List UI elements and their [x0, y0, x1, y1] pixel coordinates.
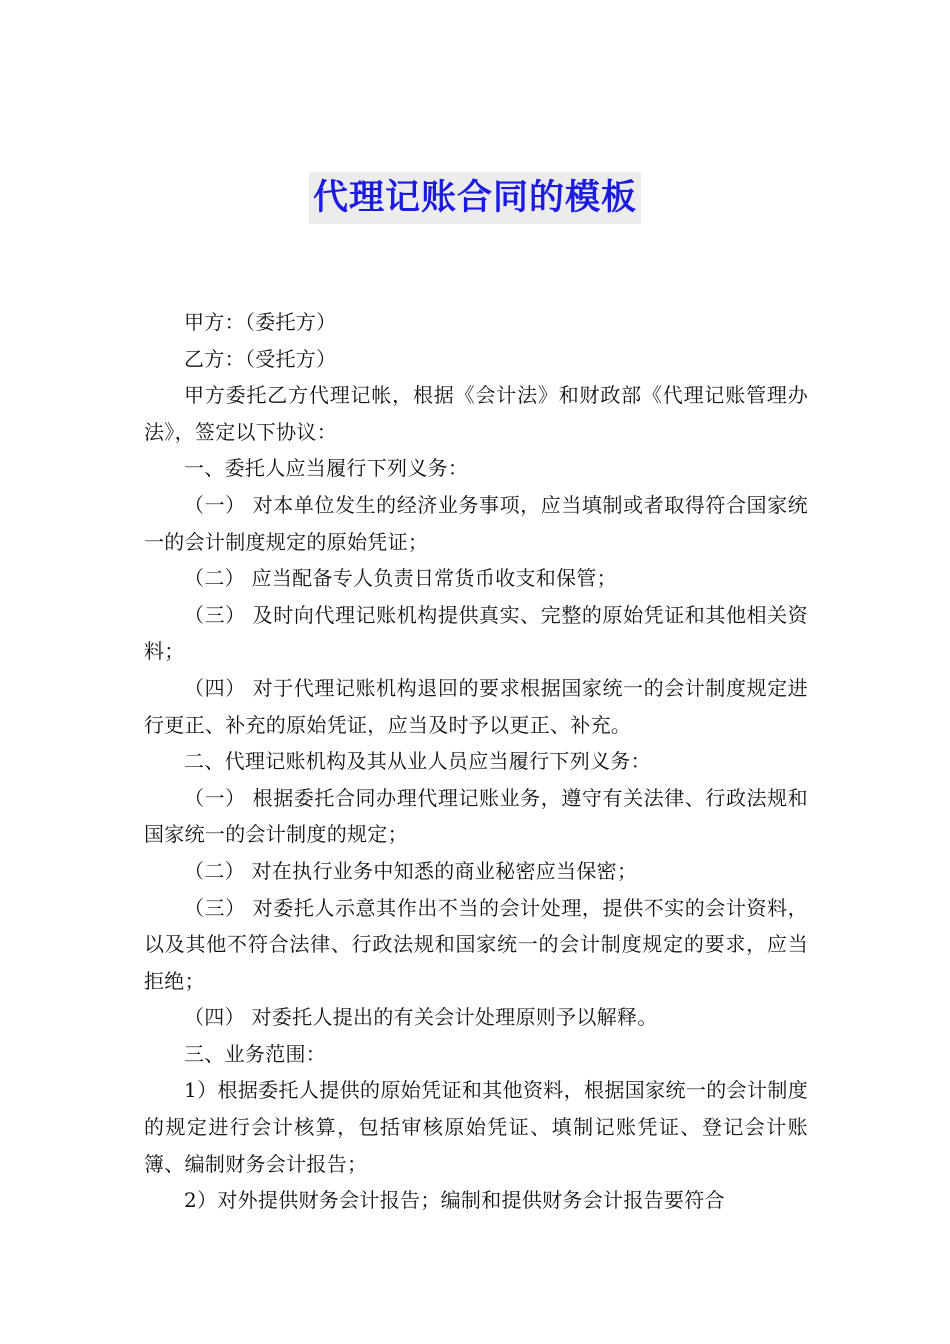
document-title: 代理记账合同的模板: [309, 172, 641, 224]
scope-item-2: 2）对外提供财务会计报告；编制和提供财务会计报告要符合: [184, 1188, 725, 1213]
clause-2-2: （二） 对在执行业务中知悉的商业秘密应当保密；: [184, 858, 638, 883]
clause-1-3: （三） 及时向代理记账机构提供真实、完整的原始凭证和其他相关资料；: [144, 602, 808, 664]
clause-1-2: （二） 应当配备专人负责日常货币收支和保管；: [184, 566, 617, 591]
document-body: [144, 304, 808, 1219]
intro-paragraph: 甲方委托乙方代理记帐，根据《会计法》和财政部《代理记账管理办法》，签定以下协议：: [144, 383, 808, 444]
section-heading-1: 一、委托人应当履行下列义务：: [184, 456, 469, 481]
section-heading-3: 三、业务范围：: [184, 1041, 327, 1066]
clause-2-4: （四） 对委托人提出的有关会计处理原则予以解释。: [184, 1005, 658, 1030]
scope-item-1: 1）根据委托人提供的原始凭证和其他资料，根据国家统一的会计制度的规定进行会计核算，包括审核原始凭证、填制记账凭证、登记会计账簿、编制财务会计报告；: [144, 1078, 808, 1176]
title-container: [0, 172, 950, 224]
clause-1-1: （一） 对本单位发生的经济业务事项，应当填制或者取得符合国家统一的会计制度规定的原始凭证；: [144, 492, 808, 554]
clause-2-3: （三） 对委托人示意其作出不当的会计处理，提供不实的会计资料，以及其他不符合法律、行政法规和国家统一的会计制度规定的要求，应当拒绝；: [144, 895, 808, 993]
clause-2-1: （一） 根据委托合同办理代理记账业务，遵守有关法律、行政法规和国家统一的会计制度的规定；: [144, 785, 808, 847]
section-heading-2: 二、代理记账机构及其从业人员应当履行下列义务：: [184, 749, 651, 774]
party-b-line: 乙方：（受托方）: [184, 346, 337, 371]
clause-1-4: （四） 对于代理记账机构退回的要求根据国家统一的会计制度规定进行更正、补充的原始凭证，应当及时予以更正、补充。: [144, 675, 808, 737]
party-a-line: 甲方：（委托方）: [184, 310, 337, 334]
